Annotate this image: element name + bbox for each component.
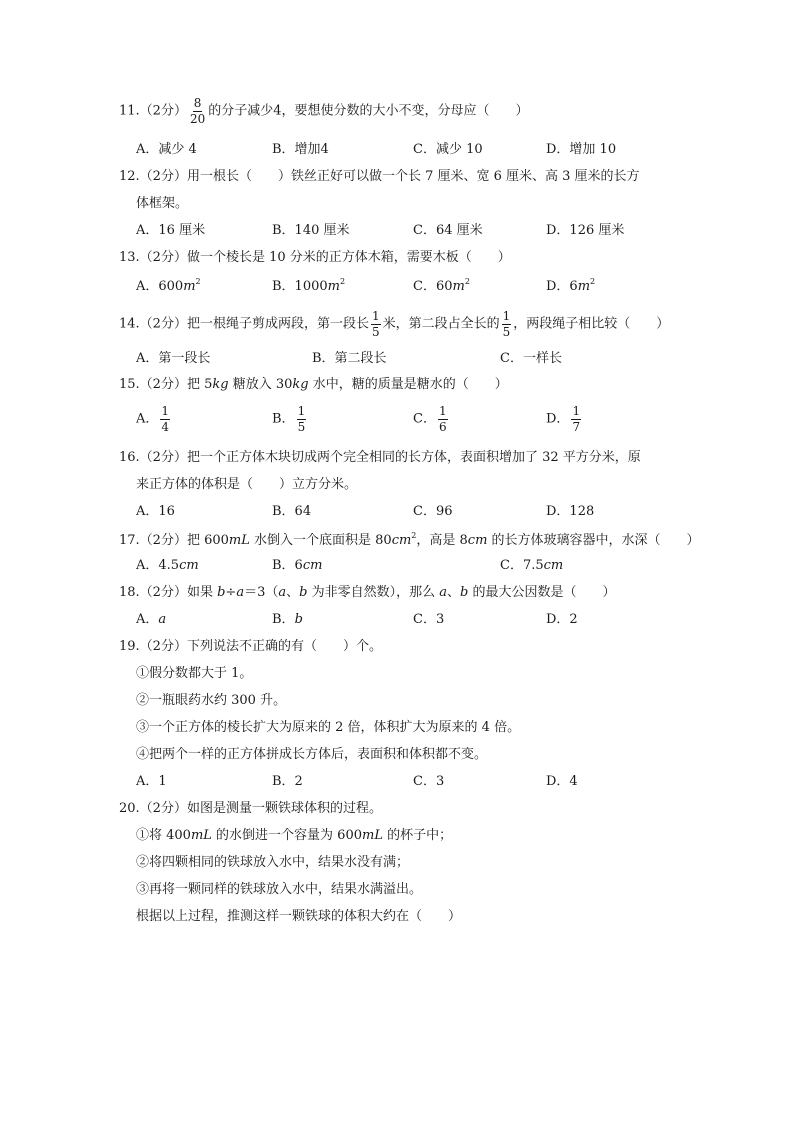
q13-option-b[interactable]: B．$1000m^2$ [272,277,346,294]
q18-option-c[interactable]: C．3 [413,612,445,627]
q17-option-b[interactable]: B．6cm [272,558,323,573]
q12-option-d[interactable]: D．126 厘米 [546,223,625,238]
q11-frac-den: 20 [189,111,206,126]
q11-frac-num: 8 [193,96,202,110]
q19-options [136,775,656,799]
q19-option-d[interactable]: D．4 [546,774,578,789]
q14-options [136,352,656,376]
q14-suffix: ，两段绳子相比较（ ） [513,316,670,332]
q12-options [136,224,656,248]
q19-statement-2: ②一瓶眼药水约 300 升。 [136,693,287,708]
question-11 [119,97,529,125]
q14-option-a[interactable]: A．第一段长 [136,351,211,366]
q18-options [136,613,656,637]
q20-step-1: ①将 400mL 的水倒进一个容量为 600mL 的杯子中； [136,828,453,843]
q15-option-d[interactable]: D． $\frac{1}{7}$ [546,404,581,434]
q17-option-c[interactable]: C．7.5cm [500,558,564,573]
q17-options [136,559,656,583]
q19-option-c[interactable]: C．3 [413,774,445,789]
q18-option-a[interactable]: A．a [136,612,167,627]
q11-options [136,143,656,167]
q13-option-c[interactable]: C．$60m^2$ [413,277,470,294]
q19-text: 19.（2分）下列说法不正确的有（ ）个。 [119,639,382,654]
q11-option-b[interactable]: B．增加4 [272,142,329,157]
q14-mid: 米，第二段占全长的 [382,316,500,332]
q12-option-c[interactable]: C．64 厘米 [413,223,483,238]
q16-option-c[interactable]: C．96 [413,504,453,519]
q13-option-d[interactable]: D．$6m^2$ [546,277,596,294]
q13-option-a[interactable]: A．$600m^2$ [136,277,201,294]
question-14 [119,310,669,338]
q20-conclusion: 根据以上过程，推测这样一颗铁球的体积大约在（ ） [136,909,462,924]
q15-option-b[interactable]: B． $\frac{1}{5}$ [272,404,306,434]
q19-option-a[interactable]: A．1 [136,774,167,789]
q20-step-3: ③再将一颗同样的铁球放入水中，结果水满溢出。 [136,882,423,897]
q14-fraction-1: $\frac{1}{5}$ [371,309,380,339]
q20-text: 20.（2分）如图是测量一颗铁球体积的过程。 [119,801,382,816]
q12-option-b[interactable]: B．140 厘米 [272,223,350,238]
q11-fraction [189,97,206,125]
q12-line-1: 12.（2分）用一根长（ ）铁丝正好可以做一个长 7 厘米、宽 6 厘米、高 3 厘米的长方 [119,169,640,184]
q12-option-a[interactable]: A．16 厘米 [136,223,206,238]
q20-step-2: ②将四颗相同的铁球放入水中，结果水没有满； [136,855,410,870]
q11-option-d[interactable]: D．增加 10 [546,142,617,157]
q13-options [136,278,656,302]
q15-option-a[interactable]: A． $\frac{1}{4}$ [136,404,170,434]
q15-options [136,405,656,441]
q19-statement-1: ①假分数都大于 1。 [136,666,253,681]
q11-option-c[interactable]: C．减少 10 [413,142,483,157]
q18-option-b[interactable]: B．b [272,612,303,627]
question-18: 18.（2分）如果 b÷a＝3（a、b 为非零自然数），那么 a、b 的最大公因数是（ ） [119,585,616,600]
q14-fraction-2: $\frac{1}{5}$ [502,309,511,339]
q19-statement-3: ③一个正方体的棱长扩大为原来的 2 倍，体积扩大为原来的 4 倍。 [136,720,521,735]
q13-text: 13.（2分）做一个棱长是 10 分米的正方体木箱，需要木板（ ） [119,250,511,265]
q16-options [136,505,656,529]
q18-option-d[interactable]: D．2 [546,612,578,627]
q17-option-a[interactable]: A．4.5cm [136,558,199,573]
q16-line-2: 来正方体的体积是（ ）立方分米。 [136,477,358,492]
question-15: 15.（2分）把 5kg 糖放入 30kg 水中，糖的质量是糖水的（ ） [119,377,508,392]
q16-line-1: 16.（2分）把一个正方体木块切成两个完全相同的长方体，表面积增加了 32 平方分米，原 [119,450,641,465]
q14-option-c[interactable]: C．一样长 [500,351,562,366]
q16-option-b[interactable]: B．64 [272,504,312,519]
q11-option-a[interactable]: A．减少 4 [136,142,197,157]
q12-line-2: 体框架。 [136,196,189,211]
q16-option-a[interactable]: A．16 [136,504,175,519]
q14-prefix: 14.（2分）把一根绳子剪成两段，第一段长 [119,316,369,332]
q14-option-b[interactable]: B．第二段长 [312,351,387,366]
q19-option-b[interactable]: B．2 [272,774,303,789]
q19-statement-4: ④把两个一样的正方体拼成长方体后，表面积和体积都不变。 [136,747,488,762]
q11-text: 的分子减少4，要想使分数的大小不变，分母应（ ） [208,103,529,119]
q15-option-c[interactable]: C． $\frac{1}{6}$ [413,404,447,434]
q11-prefix: 11.（2分） [119,103,187,119]
question-17: 17.（2分）把 600mL 水倒入一个底面积是 $80cm^2$，高是 8cm 的长方体玻璃容器中，水深（ ） [119,531,700,548]
q16-option-d[interactable]: D．128 [546,504,595,519]
